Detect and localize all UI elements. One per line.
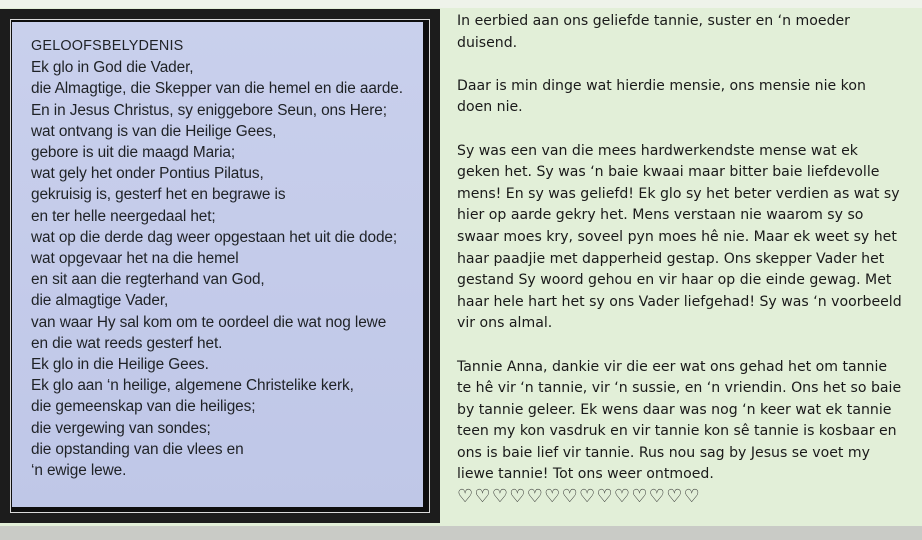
creed-line: die opstanding van die vlees en [31,440,244,458]
tribute-paragraph: Sy was een van die mees hardwerkendste mense wat ek geken het. Sy was ‘n baie kwaai maar bitter baie liefdevolle mens! En sy was geliefd! Ek glo sy het beter verdien as wat sy hier op aarde gekry het. Mens verstaan nie waarom sy so swaar moes kry, soveel pyn moes hê nie. Maar ek weet sy het haar paadjie met dapperheid gestap. Ons skepper Vader het gestand Sy woord gehou en vir haar op die einde gewag. Met haar hele hart het sy ons Vader liefgehad! Sy was ‘n voorbeeld vir ons almal. [457,142,902,332]
creed-text-block [31,36,421,481]
creed-line: wat op die derde dag weer opgestaan het uit die dode; [31,228,398,246]
creed-line: Ek glo aan ‘n heilige, algemene Christelike kerk, [31,377,354,395]
top-border-strip [0,0,922,8]
creed-picture-frame [0,9,440,523]
tribute-farewell: Tannie Anna, dankie vir die eer wat ons gehad het om tannie te hê vir ‘n tannie, vir ‘n sussie, en ‘n vriendin. Ons het so baie by tannie geleer. Ek wens daar was nog ‘n keer wat ek tannie teen my kon vasdruk en vir tannie kon sê tannie is kosbaar en ons is baie lief vir tannie. Rus nou sag by Jesus se voet my liewe tannie! Tot ons weer ontmoed. [457,358,902,483]
creed-line: van waar Hy sal kom om te oordeel die wat nog lewe [31,313,387,331]
tribute-paragraph: Daar is min dinge wat hierdie mensie, ons mensie nie kon doen nie. [457,77,866,116]
creed-line: ‘n ewige lewe. [31,462,127,480]
creed-line: wat opgevaar het na die hemel [31,250,239,268]
creed-line: wat ontvang is van die Heilige Gees, [31,122,277,140]
creed-line: die Almagtige, die Skepper van die hemel en die aarde. [31,80,403,98]
creed-line: gekruisig is, gesterf het en begrawe is [31,186,286,204]
creed-line: die gemeenskap van die heiliges; [31,398,256,416]
hearts-row: ♡♡♡♡♡♡♡♡♡♡♡♡♡♡ [457,486,702,508]
creed-line: Ek glo in die Heilige Gees. [31,356,209,374]
creed-title: GELOOFSBELYDENIS [31,38,184,54]
creed-line: wat gely het onder Pontius Pilatus, [31,165,264,183]
bottom-border-strip [0,526,922,540]
creed-line: die almagtige Vader, [31,292,169,310]
creed-line: die vergewing van sondes; [31,419,211,437]
creed-line: gebore is uit die maagd Maria; [31,144,236,162]
creed-line: en ter helle neergedaal het; [31,207,216,225]
creed-line: en sit aan die regterhand van God, [31,271,265,289]
creed-line: Ek glo in God die Vader, [31,59,194,77]
creed-line: En in Jesus Christus, sy eniggebore Seun, ons Here; [31,101,387,119]
creed-line: en die wat reeds gesterf het. [31,334,223,352]
tribute-text [457,11,919,508]
tribute-dedication: In eerbied aan ons geliefde tannie, suster en ‘n moeder duisend. [457,13,850,51]
